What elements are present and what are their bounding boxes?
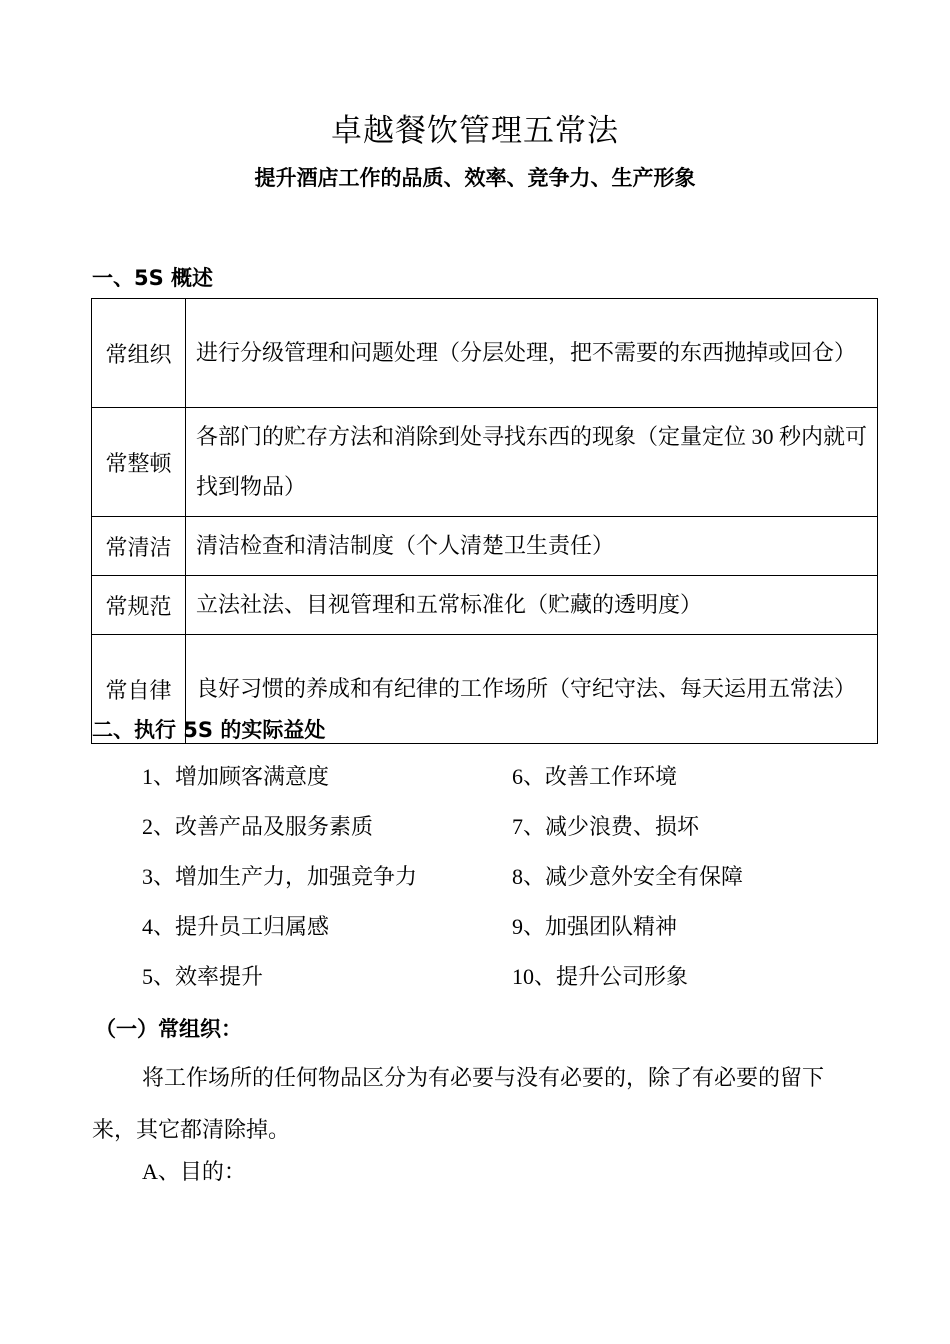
benefit-item: 5、效率提升 — [142, 964, 264, 989]
term-cell: 常整顿 — [92, 408, 186, 517]
list-item — [142, 952, 842, 1002]
benefit-item: 10、提升公司形象 — [512, 964, 689, 989]
description-cell: 立法社法、目视管理和五常标准化（贮藏的透明度） — [186, 576, 878, 635]
benefits-list — [142, 752, 842, 1002]
section-heading-benefits: 二、执行 5S 的实际益处 — [92, 718, 326, 742]
benefit-item: 7、减少浪费、损坏 — [512, 814, 700, 839]
list-item — [142, 852, 842, 902]
document-subtitle: 提升酒店工作的品质、效率、竞争力、生产形象 — [254, 166, 696, 190]
sub-heading-purpose: A、目的： — [142, 1159, 246, 1184]
description-cell: 各部门的贮存方法和消除到处寻找东西的现象（定量定位 30 秒内就可找到物品） — [186, 408, 878, 517]
description-cell: 进行分级管理和问题处理（分层处理，把不需要的东西抛掉或回仓） — [186, 299, 878, 408]
term-cell: 常规范 — [92, 576, 186, 635]
benefit-item: 9、加强团队精神 — [512, 914, 678, 939]
table-row — [92, 576, 878, 635]
list-item — [142, 902, 842, 952]
benefit-item: 4、提升员工归属感 — [142, 914, 330, 939]
description-cell: 清洁检查和清洁制度（个人清楚卫生责任） — [186, 517, 878, 576]
overview-table — [91, 298, 878, 744]
term-cell: 常组织 — [92, 299, 186, 408]
description-cell: 良好习惯的养成和有纪律的工作场所（守纪守法、每天运用五常法） — [186, 635, 878, 744]
table-row — [92, 517, 878, 576]
table-row — [92, 408, 878, 517]
benefit-item: 8、减少意外安全有保障 — [512, 864, 744, 889]
benefit-item: 2、改善产品及服务素质 — [142, 814, 374, 839]
term-cell: 常清洁 — [92, 517, 186, 576]
list-item — [142, 802, 842, 852]
list-item — [142, 752, 842, 802]
body-paragraph: 将工作场所的任何物品区分为有必要与没有必要的，除了有必要的留下来，其它都清除掉。 — [92, 1065, 825, 1142]
table-row — [92, 299, 878, 408]
section-heading-overview: 一、5S 概述 — [92, 266, 214, 290]
section-heading-organize: （一）常组织： — [95, 1017, 242, 1041]
benefit-item: 6、改善工作环境 — [512, 764, 678, 789]
term-cell: 常自律 — [92, 635, 186, 744]
benefit-item: 3、增加生产力，加强竞争力 — [142, 864, 418, 889]
document-title: 卓越餐饮管理五常法 — [331, 113, 619, 149]
benefit-item: 1、增加顾客满意度 — [142, 764, 330, 789]
